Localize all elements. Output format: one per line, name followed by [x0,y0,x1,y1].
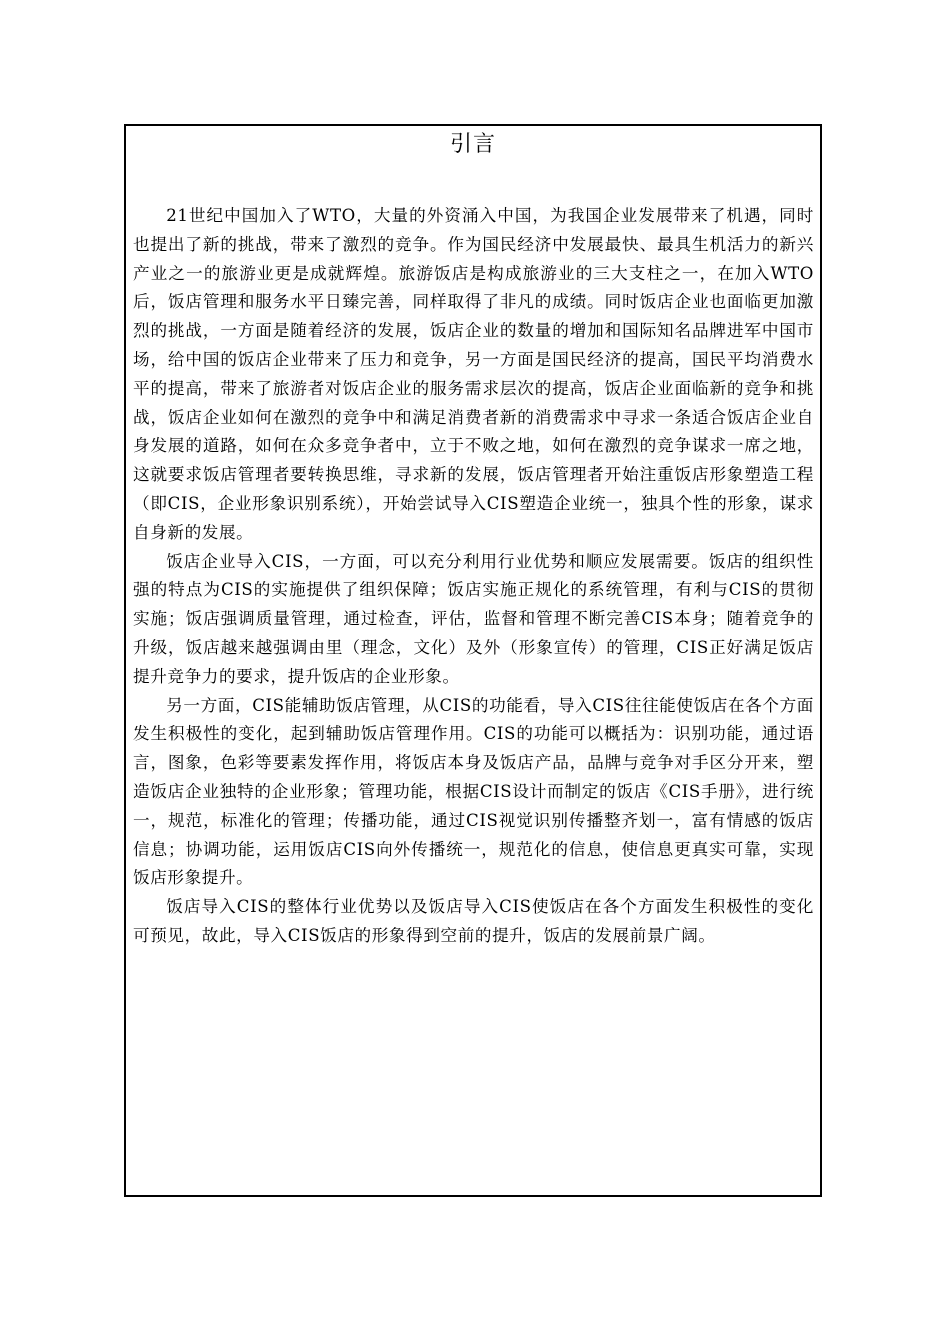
document-body [133,202,814,951]
paragraph-2: 饭店企业导入CIS，一方面，可以充分利用行业优势和顺应发展需要。饭店的组织性强的特点为CIS的实施提供了组织保障；饭店实施正规化的系统管理，有利与CIS的贯彻实施；饭店强调质量管理，通过检查，评估，监督和管理不断完善CIS本身；随着竞争的升级，饭店越来越强调由里（理念，文化）及外（形象宣传）的管理，CIS正好满足饭店提升竞争力的要求，提升饭店的企业形象。 [133,551,814,686]
page-title: 引言 [449,132,496,157]
paragraph-1: 21世纪中国加入了WTO，大量的外资涌入中国，为我国企业发展带来了机遇，同时也提出了新的挑战，带来了激烈的竞争。作为国民经济中发展最快、最具生机活力的新兴产业之一的旅游业更是成就辉煌。旅游饭店是构成旅游业的三大支柱之一，在加入WTO后，饭店管理和服务水平日臻完善，同样取得了非凡的成绩。同时饭店企业也面临更加激烈的挑战，一方面是随着经济的发展，饭店企业的数量的增加和国际知名品牌进军中国市场，给中国的饭店企业带来了压力和竞争，另一方面是国民经济的提高，国民平均消费水平的提高，带来了旅游者对饭店企业的服务需求层次的提高，饭店企业面临新的竞争和挑战，饭店企业如何在激烈的竞争中和满足消费者新的消费需求中寻求一条适合饭店企业自身发展的道路，如何在众多竞争者中，立于不败之地，如何在激烈的竞争谋求一席之地，这就要求饭店管理者要转换思维，寻求新的发展，饭店管理者开始注重饭店形象塑造工程（即CIS，企业形象识别系统），开始尝试导入CIS塑造企业统一，独具个性的形象，谋求自身新的发展。 [133,206,814,542]
document-frame [124,124,822,1197]
paragraph-3: 另一方面，CIS能辅助饭店管理，从CIS的功能看，导入CIS往往能使饭店在各个方面发生积极性的变化，起到辅助饭店管理作用。CIS的功能可以概括为：识别功能，通过语言，图象，色彩等要素发挥作用，将饭店本身及饭店产品，品牌与竞争对手区分开来，塑造饭店企业独特的企业形象；管理功能，根据CIS设计而制定的饭店《CIS手册》，进行统一，规范，标准化的管理；传播功能，通过CIS视觉识别传播整齐划一，富有情感的饭店信息；协调功能，运用饭店CIS向外传播统一，规范化的信息，使信息更真实可靠，实现饭店形象提升。 [133,695,814,888]
paragraph-4: 饭店导入CIS的整体行业优势以及饭店导入CIS使饭店在各个方面发生积极性的变化可预见，故此，导入CIS饭店的形象得到空前的提升，饭店的发展前景广阔。 [133,897,814,945]
